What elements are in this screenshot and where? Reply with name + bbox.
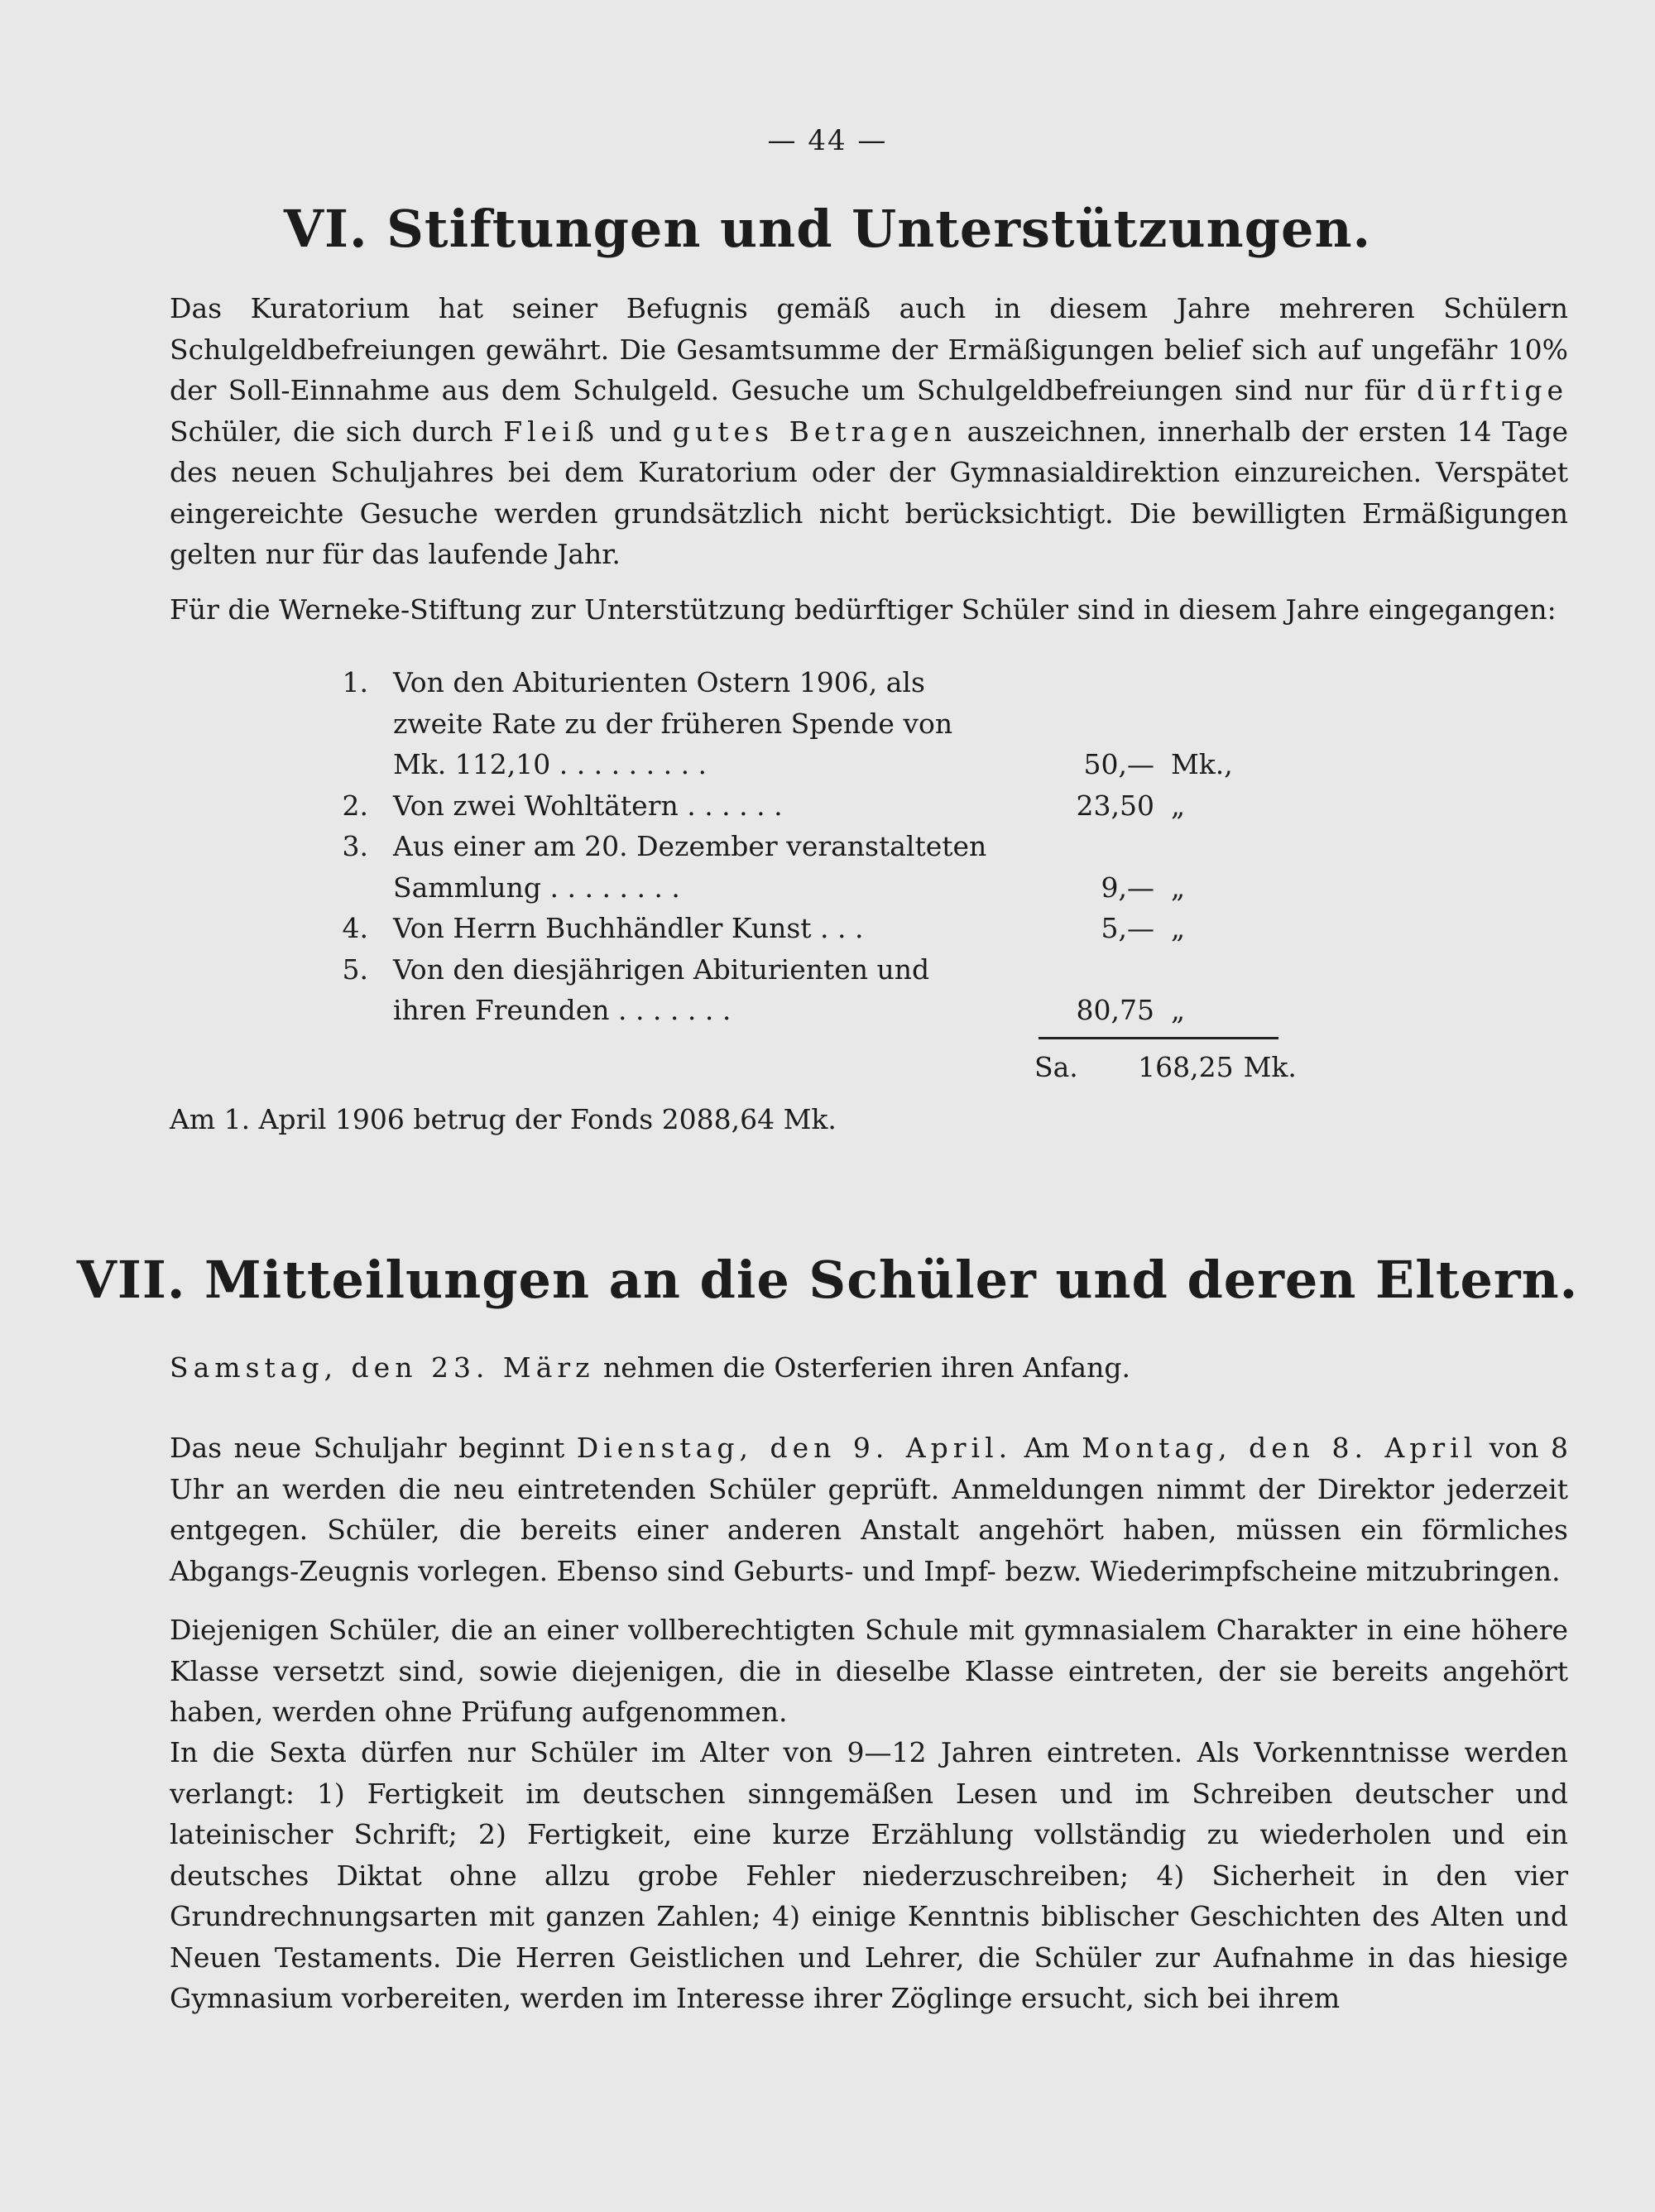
donation-unit: „ — [1171, 789, 1186, 822]
donation-amount: 9,— — [1101, 871, 1154, 904]
donation-number: 1. — [342, 666, 368, 698]
donation-text: zweite Rate zu der früheren Spende von — [393, 707, 953, 740]
fund-note: Am 1. April 1906 betrug der Fonds 2088,64 Mk. — [170, 1103, 837, 1135]
donation-text: Von den diesjährigen Abiturienten und — [393, 952, 930, 986]
sum-label: Sa. — [1034, 1051, 1078, 1083]
text-run: von 8 Uhr an werden die neu eintretenden Schüler geprüft. Anmeldungen nimmt der Direktor jederzeit entgegen. Schüler, die bereits einer anderen Anstalt angehört haben, müssen ein förmliches Abgangs-Zeugnis vorlegen. Ebenso sind Geburts- und Impf- bezw. Wiederimpfscheine mitzubringen. — [170, 1432, 1568, 1587]
paragraph-sexta: In die Sexta dürfen nur Schüler im Alter von 9—12 Jahren eintreten. Als Vorkenntnisse werden verlangt: 1) Fertigkeit im deutschen sinngemäßen Lesen und im Schreiben deutscher und lateinischer Schrift; 2) Fertigkeit, eine kurze Erzählung vollständig zu wiederholen und ein deutsches Diktat ohne allzu grobe Fehler niederzuschreiben; 4) Sicherheit in den vier Grundrechnungsarten mit ganzen Zahlen; 4) einige Kenntnis biblischer Geschichten des Alten und Neuen Testaments. Die Herren Geistlichen und Lehrer, die Schüler zur Aufnahme in das hiesige Gymnasium vorbereiten, werden im Interesse ihrer Zöglinge ersucht, sich bei ihrem — [170, 1736, 1568, 2014]
section-heading-vii: VII. Mitteilungen an die Schüler und deren Eltern. — [76, 1250, 1579, 1310]
sum-rule — [1039, 1037, 1278, 1039]
paragraph-werneke-stiftung: Für die Werneke-Stiftung zur Unterstützung bedürftiger Schüler sind in diesem Jahre eingegangen: — [170, 593, 1557, 626]
donation-amount: 50,— — [1083, 748, 1154, 780]
emphasis-text: dürftige — [1417, 374, 1568, 406]
text-run: Das neue Schuljahr beginnt — [170, 1432, 577, 1464]
paragraph-kuratorium — [170, 288, 1568, 575]
section-heading-vi: VI. Stiftungen und Unterstützungen. — [283, 199, 1372, 259]
donation-total — [1034, 1047, 1299, 1088]
donation-amount: 23,50 — [1076, 789, 1154, 822]
text-run: Schüler, die sich durch — [170, 415, 504, 448]
donation-text: Mk. 112,10 . . . . . . . . . — [393, 748, 708, 780]
sum-amount: 168,25 — [1138, 1051, 1234, 1083]
donation-item — [342, 662, 1287, 785]
donation-unit: „ — [1171, 912, 1186, 944]
donation-text: Von zwei Wohltätern . . . . . . — [393, 789, 783, 822]
text-run: Am — [1012, 1432, 1082, 1464]
text-run: nehmen die Osterferien ihren Anfang. — [594, 1351, 1130, 1384]
donation-number: 2. — [342, 789, 368, 822]
donation-item — [342, 949, 1287, 1031]
paragraph-versetzung: Diejenigen Schüler, die an einer vollberechtigten Schule mit gymnasialem Charakter in eine höhere Klasse versetzt sind, sowie diejenigen, die in dieselbe Klasse eintreten, der sie bereits angehört haben, werden ohne Prüfung aufgenommen. — [170, 1614, 1568, 1728]
donation-unit: „ — [1171, 871, 1186, 904]
emphasis-text: gutes Betragen — [672, 415, 957, 448]
donation-text: Von den Abiturienten Ostern 1906, als — [393, 666, 925, 698]
emphasis-text: Dienstag, den 9. April. — [576, 1432, 1013, 1464]
donation-number: 5. — [342, 952, 368, 986]
paragraph-schuljahr — [170, 1427, 1568, 1591]
text-run: Das Kuratorium hat seiner Befugnis gemäß auch in diesem Jahre mehreren Schülern Schulgeldbefreiungen gewährt. Die Gesamtsumme der Ermäßigungen belief sich auf ungefähr 10% der Soll-Einnahme aus dem Schulgeld. Gesuche um Schulgeldbefreiungen sind nur für — [170, 292, 1568, 406]
emphasis-text: Samstag, den 23. März — [170, 1351, 595, 1384]
donation-number: 4. — [342, 912, 368, 944]
donation-text: Von Herrn Buchhändler Kunst . . . — [393, 912, 864, 944]
emphasis-text: Montag, den 8. April — [1082, 1432, 1478, 1464]
donation-text: Sammlung . . . . . . . . — [393, 871, 680, 904]
donation-amount: 80,75 — [1076, 994, 1154, 1026]
text-run: und — [598, 415, 673, 448]
donation-text: Aus einer am 20. Dezember veranstalteten — [393, 830, 987, 862]
donation-item — [342, 908, 1287, 949]
donation-list — [342, 662, 1287, 1031]
emphasis-text: Fleiß — [503, 415, 599, 448]
donation-amount: 5,— — [1101, 912, 1154, 944]
donation-item — [342, 826, 1287, 908]
text-run: auszeichnen, innerhalb der ersten 14 Tage des neuen Schuljahres bei dem Kuratorium oder der Gymnasialdirektion einzureichen. Verspätet eingereichte Gesuche werden grundsätzlich nicht berücksichtigt. Die bewilligten Ermäßigungen gelten nur für das laufende Jahr. — [170, 415, 1568, 570]
donation-unit: Mk., — [1171, 748, 1233, 780]
donation-text: ihren Freunden . . . . . . . — [393, 994, 732, 1026]
page-number: — 44 — — [767, 124, 888, 157]
donation-unit: „ — [1171, 994, 1186, 1026]
paragraph-osterferien — [170, 1347, 1568, 1389]
donation-item — [342, 785, 1287, 827]
donation-number: 3. — [342, 830, 368, 862]
sum-unit: Mk. — [1243, 1051, 1297, 1083]
